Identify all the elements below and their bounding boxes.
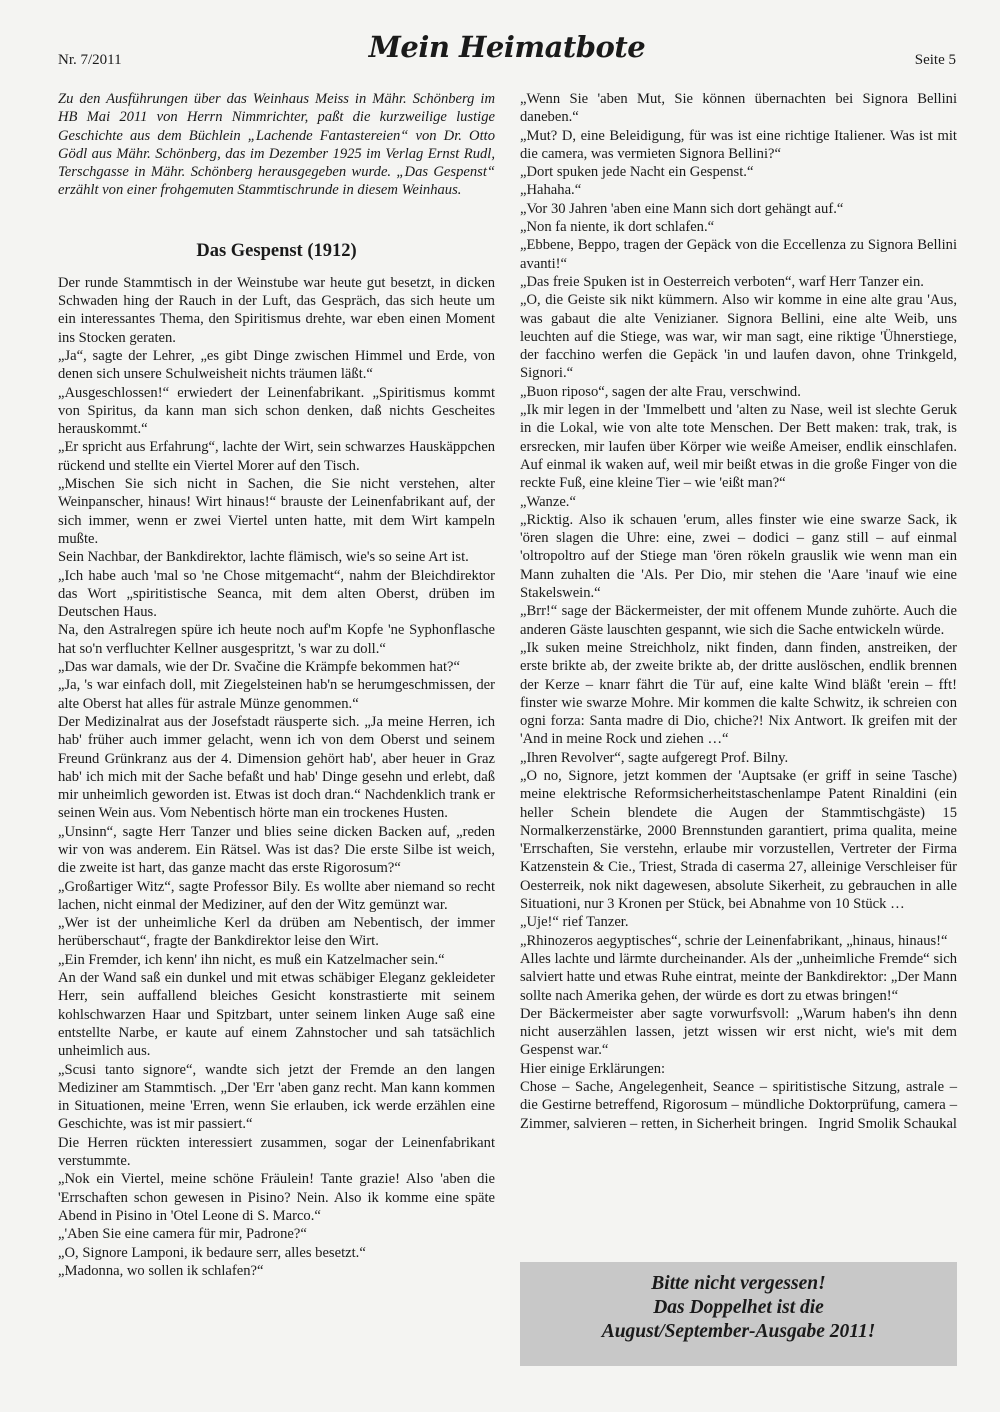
paragraph: „Ich habe auch 'mal so 'ne Chose mitgemacht“, nahm der Bleichdirektor das Wort „spiritistische Seanca, mit dem alten Oberst, drüben im Deutschen Haus.: [58, 567, 495, 621]
notice-line-3: August/September-Ausgabe 2011!: [601, 1321, 876, 1342]
paragraph: „Buon riposo“, sagen der alte Frau, verschwind.: [520, 383, 801, 400]
paragraph: „Ricktig. Also ik schauen 'erum, alles finster wie eine swarze Sack, ik 'ören slagen die Uhre: eine, zwei – dodici – ganz still – auf einmal 'oltropoltro auf der Stiege man 'ören rökeln grauslik wie wenn man ein Mann zuhalten die 'Als. Per Dio, mir stehen die 'Aare 'inauf wie eine Stakelswein.“: [520, 511, 957, 602]
right-column: [520, 90, 957, 1133]
paragraph: „Madonna, wo sollen ik schlafen?“: [58, 1262, 264, 1279]
article-title: Das Gespenst (1912): [196, 240, 357, 261]
author-name: Ingrid Smolik Schaukal: [818, 1115, 957, 1132]
paragraph: „Nok ein Viertel, meine schöne Fräulein! Tante grazie! Also 'aben die 'Errschaften schon gewesen in Pisino? Nein. Also ik komme eine späte Abend in Pisino in 'Otel Leone di S. Marco.“: [58, 1171, 495, 1224]
paragraph: „Scusi tanto signore“, wandte sich jetzt der Fremde an den langen Mediziner am Stammtisch. „Der 'Err 'aben ganz recht. Man kann kommen in Situationen, meine 'Erren, wenn Sie erlauben, ick werde erzählen eine Geschichte, was ist mir passiert.“: [58, 1061, 495, 1133]
right-article-body: [520, 90, 957, 1060]
paragraph: „Wer ist der unheimliche Kerl da drüben am Nebentisch, der immer herüberschaut“, fragte der Bankdirektor leise den Wirt.: [58, 915, 495, 950]
paragraph: „Wenn Sie 'aben Mut, Sie können übernachten bei Signora Bellini daneben.“: [520, 91, 957, 126]
paragraph: Na, den Astralregen spüre ich heute noch auf'm Kopfe 'ne Syphonflasche hat so'n verfluchter Kellner ausgespritzt, 's war zu doll.“: [58, 622, 495, 657]
paragraph: „Vor 30 Jahren 'aben eine Mann sich dort gehängt auf.“: [520, 200, 844, 217]
paragraph: An der Wand saß ein dunkel und mit etwas schäbiger Eleganz gekleideter Herr, sein auffallend bleiches Gesicht konstrastierte mit seinem kohlschwarzen Haar und Spitzbart, unter seinem linken Auge saß eine entstellte Narbe, er kaute auf einem Zahnstocher und sah tatsächlich unheimlich aus.: [58, 970, 495, 1060]
paragraph: „Rhinozeros aegyptisches“, schrie der Leinenfabrikant, „hinaus, hinaus!“: [520, 932, 948, 949]
paragraph: „Wanze.“: [520, 493, 576, 510]
paragraph: „O no, Signore, jetzt kommen der 'Auptsake (er griff in seine Tasche) meine elektrische Reformsicherheitstaschenlampe Patent Rinaldini (ein heller Schein blendete die Augen der Stammtischgäste) 15 Normalkerzenstärke, 2000 Brennstunden garantiert, prima qualita, meine 'Errschaften, Sie verstehn, erlaube mir vorzustellen, Vertreter der Firma Katzenstein & Cie., Triest, Strada di caserma 27, alleinige Verschleiser für Oesterreik, nok nikt dagewesen, absolute Sikerheit, zu gebrauchen in alle Situationi, nur 3 Kronen per Stück, bei Abnahme von 10 Stück …: [520, 767, 957, 913]
masthead-logo: Mein Heimatbote: [368, 30, 646, 64]
page-number: Seite 5: [914, 52, 956, 68]
paragraph: „Uje!“ rief Tanzer.: [520, 914, 629, 931]
paragraph: „O, die Geiste sik nikt kümmern. Also wir komme in eine alte grau 'Aus, was gabaut die alte Venizianer. Signora Bellini, eine alte Weib, uns leuchten auf die Stiege, was war, wir man sagt, eine riktige 'Ühnerstiege, der facchino werfen die Gepäck 'in und laufen davon, ohne Trinkgeld, Signori.“: [520, 292, 957, 382]
left-article-body: [58, 274, 495, 1280]
paragraph: „Ja“, sagte der Lehrer, „es gibt Dinge zwischen Himmel und Erde, von denen sich unsere Schulweisheit nichts träumen läßt.“: [58, 347, 495, 383]
left-column: [58, 90, 495, 1280]
paragraph: „Ebbene, Beppo, tragen der Gepäck von die Eccellenza zu Signora Bellini avanti!“: [520, 237, 957, 272]
page-header: [58, 30, 956, 76]
paragraph: „Das freie Spuken ist in Oesterreich verboten“, warf Herr Tanzer ein.: [520, 273, 924, 290]
paragraph: „Ja, 's war einfach doll, mit Ziegelsteinen hab'n se herumgeschmissen, der alte Oberst hat alles für astrale Münze genommen.“: [58, 677, 495, 712]
paragraph: „Er spricht aus Erfahrung“, lachte der Wirt, sein schwarzes Hauskäppchen rückend und stellte ein Viertel Morer auf den Tisch.: [58, 439, 495, 474]
paragraph: „O, Signore Lamponi, ik bedaure serr, alles besetzt.“: [58, 1244, 366, 1261]
paragraph: „Ihren Revolver“, sagte aufgeregt Prof. Bilny.: [520, 749, 789, 766]
notice-line-1: Bitte nicht vergessen!: [651, 1273, 826, 1294]
paragraph: „Ik mir legen in der 'Immelbett und 'alten zu Nase, weil ist slechte Geruk in die Lokal, wie von alte tote Menschen. Der Bett maken: trak, trak, is ersrecken, mir laufen über Körper wie weiße Ameiser, endlik einschlafen. Auf einmal ik waken auf, weil mir beißt etwas in die große Finger von die reckte Fuß, eine kleine Tier – wie 'eißt man?“: [520, 402, 957, 492]
paragraph: „Unsinn“, sagte Herr Tanzer und blies seine dicken Backen auf, „reden wir von was anderem. Ein Rätsel. Was ist das? Die erste Silbe ist weich, die zweite ist hart, das ganze macht das erste Rigorosum?“: [58, 823, 495, 877]
paragraph: Der Medizinalrat aus der Josefstadt räusperte sich. „Ja meine Herren, ich hab' früher auch immer gelacht, wenn ich von dem Oberst und seinem Freund Grünkranz aus der 4. Dimension gehört hab', aber heuer in Graz hab' ich mich mit der Sache befaßt und hab' Dinge gesehn und erlebt, daß mir unheimlich geworden ist. Etwas ist doch dran.“ Nachdenklich trank er seinen Wein aus. Vom Nebentisch hörte man ein trockenes Husten.: [58, 713, 495, 822]
notes-text: Chose – Sache, Angelegenheit, Seance – spiritistische Sitzung, astrale – die Gestirne betreffend, Rigorosum – mündliche Doktorprüfung, camera – Zimmer, salvieren – retten, in Sicherheit bringen.: [520, 1079, 957, 1132]
paragraph: Alles lachte und lärmte durcheinander. Als der „unheimliche Fremde“ sich salviert hatte und etwas Ruhe eintrat, meinte der Bankdirektor: „Der Mann sollte nach Amerika gehen, der würde es dort zu etwas bringen!“: [520, 950, 957, 1004]
paragraph: „Dort spuken jede Nacht ein Gespenst.“: [520, 164, 754, 181]
paragraph: „Mut? D, eine Beleidigung, für was ist eine richtige Italiener. Was ist mit die camera, was vermieten Signora Bellini?“: [520, 127, 957, 162]
paragraph: „Das war damals, wie der Dr. Svačine die Krämpfe bekommen hat?“: [58, 659, 460, 676]
paragraph: „Großartiger Witz“, sagte Professor Bily. Es wollte aber niemand so recht lachen, nicht einmal der Mediziner, auf den der Witz gemünzt war.: [58, 878, 495, 913]
paragraph: „Mischen Sie sich nicht in Sachen, die Sie nicht verstehen, alter Weinpanscher, hinaus! Wirt hinaus!“ brauste der Leinenfabrikant auf, der sich immer, wenn er zwei Viertel unten hatte, mit dem Wirt kampeln mußte.: [58, 476, 495, 547]
notes-heading: Hier einige Erklärungen:: [520, 1060, 666, 1077]
paragraph: Die Herren rückten interessiert zusammen, sogar der Leinenfabrikant verstummte.: [58, 1134, 495, 1170]
intro-text: Zu den Ausführungen über das Weinhaus Meiss in Mähr. Schönberg im HB Mai 2011 von Herrn Nimmrichter, paßt die kurzweilige lustige Geschichte aus dem Büchlein „Lachende Fantastereien“ von Dr. Otto Gödl aus Mähr. Schönberg, das im Dezember 1925 im Verlag Ernst Rudl, Terschgasse in Mähr. Schönberg herausgegeben wurde. „Das Gespenst“ erzählt von einer frohgemuten Stammtischrunde in diesem Weinhaus.: [58, 91, 495, 199]
notice-line-2: Das Doppelhet ist die: [653, 1297, 824, 1318]
paragraph: „Ausgeschlossen!“ erwiedert der Leinenfabrikant. „Spiritismus kommt von Spiritus, da kann man sich schon denken, daß nichts Gescheites herauskommt.“: [58, 384, 495, 438]
paragraph: „Non fa niente, ik dort schlafen.“: [520, 219, 715, 236]
paragraph: Der runde Stammtisch in der Weinstube war heute gut besetzt, in dicken Schwaden hing der Rauch in der Luft, das Gespräch, das sich heute um ein interessantes Thema, den Spiritismus drehte, war eben einen Moment ins Stocken geraten.: [58, 274, 495, 346]
issue-number: Nr. 7/2011: [58, 52, 122, 68]
paragraph: „Brr!“ sage der Bäckermeister, der mit offenem Munde zuhörte. Auch die anderen Gäste lauschten gespannt, wie sich die Sache entwickeln würde.: [520, 603, 957, 638]
paragraph: „Hahaha.“: [520, 182, 582, 199]
paragraph: „Ik suken meine Streichholz, nikt finden, dann finden, anstreiken, der erste brikte ab, der zweite brikte ab, der dritte auslöschen, endlik brennen der Kerze – knarr fährt die Tür auf, eine kalte Wind bläßt 'erein – fft! finster wie swarze Mohre. Mir kommen die kalte Schwitz, ik schreien con ogni forza: Santa madre di Dio, chiche?! Nix Antwort. Ik greifen mit der 'And in meine Rock und ziehen …“: [520, 639, 957, 748]
notice-box: [520, 1262, 957, 1366]
paragraph: „'Aben Sie eine camera für mir, Padrone?“: [58, 1226, 307, 1243]
paragraph: „Ein Fremder, ich kenn' ihn nicht, es muß ein Katzelmacher sein.“: [58, 951, 445, 968]
paragraph: Sein Nachbar, der Bankdirektor, lachte flämisch, wie's so seine Art ist.: [58, 549, 469, 566]
paragraph: Der Bäckermeister aber sagte vorwurfsvoll: „Warum haben's ihn denn nicht auserzählen lassen, jetzt wissen wir erst nicht, wie's mit dem Gespenst war.“: [520, 1005, 957, 1059]
